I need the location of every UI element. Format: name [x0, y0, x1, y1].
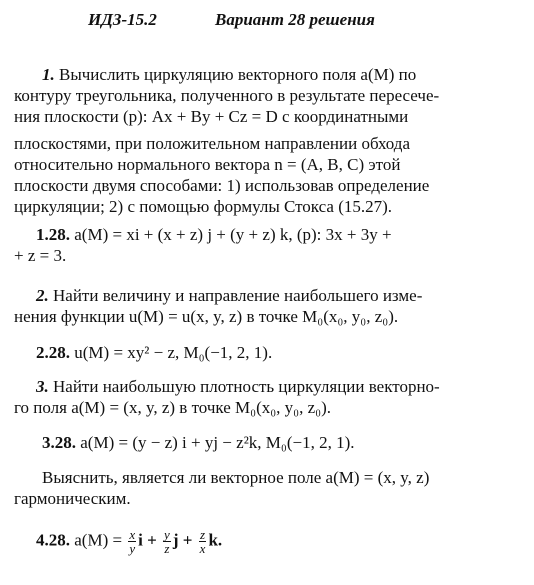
- task1-line-5: относительно нормального вектора n = (A, B, C) этой: [14, 155, 401, 174]
- problem-4-28-number: 4.28.: [36, 530, 70, 550]
- problem-1-28-number: 1.28.: [36, 225, 70, 244]
- header-code: ИДЗ-15.2: [88, 10, 157, 29]
- task4-line-1: Выяснить, является ли векторное поле a(M) = (x, y, z): [42, 468, 430, 487]
- problem-3-28: 3.28. a(M) = (y − z) i + yj − z²k, M₀(−1, 2, 1).: [42, 433, 355, 452]
- fraction-x-over-y: $\frac{x}{y}$: [129, 527, 136, 556]
- fraction-z-over-x: $\frac{z}{x}$: [199, 527, 206, 556]
- task2-number: 2.: [36, 286, 49, 305]
- problem-3-28-number: 3.28.: [42, 433, 76, 452]
- task1-number: 1.: [42, 65, 55, 84]
- task1-line-6: плоскости двумя способами: 1) использовав определение: [14, 176, 430, 195]
- problem-1-28-line-2: + z = 3.: [14, 246, 67, 265]
- header-variant: Вариант 28 решения: [215, 10, 375, 29]
- problem-1-28-line-1: 1.28. a(M) = xi + (x + z) j + (y + z) k, (p): 3x + 3y +: [36, 225, 392, 244]
- task4-line-2: гармоническим.: [14, 489, 131, 508]
- task3-line-2: го поля a(M) = (x, y, z) в точке M₀(x₀, y₀, z₀).: [14, 398, 331, 417]
- problem-2-28-number: 2.28.: [36, 343, 70, 362]
- task1-line-1: 1. Вычислить циркуляцию векторного поля a(M) по: [42, 65, 417, 84]
- problem-2-28: 2.28. u(M) = xy² − z, M₀(−1, 2, 1).: [36, 343, 273, 362]
- task1-line-7: циркуляции; 2) с помощью формулы Стокса (15.27).: [14, 197, 393, 216]
- task1-line-3: ния плоскости (p): Ax + By + Cz = D с координатными: [14, 107, 409, 126]
- task3-line-1: 3. Найти наибольшую плотность циркуляции векторно-: [36, 377, 440, 396]
- task2-line-2: нения функции u(M) = u(x, y, z) в точке M₀(x₀, y₀, z₀).: [14, 307, 399, 326]
- task1-line-4: плоскостями, при положительном направлении обхода: [14, 134, 411, 153]
- fraction-y-over-z: $\frac{y}{z}$: [164, 527, 170, 556]
- task2-line-1: 2. Найти величину и направление наибольшего изме-: [36, 286, 423, 305]
- task1-line-2: контуру треугольника, полученного в результате пересече-: [14, 86, 440, 105]
- problem-4-28: 4.28. a(M) = $\frac{x}{y}$ i + $\frac{y}{z}$ j + $\frac{z}{x}$ k.: [36, 527, 223, 556]
- task3-number: 3.: [36, 377, 49, 396]
